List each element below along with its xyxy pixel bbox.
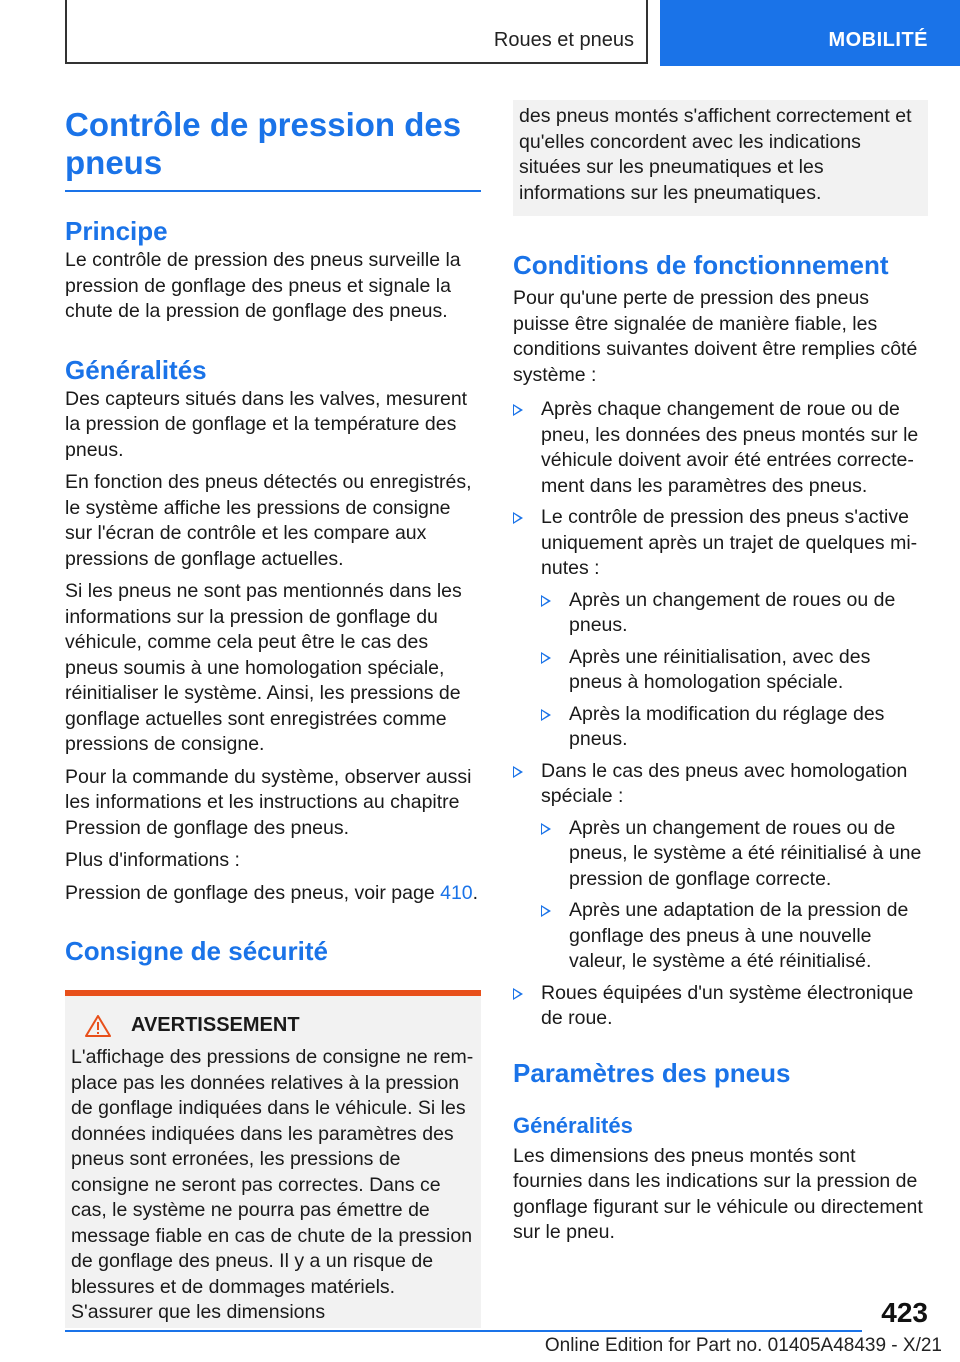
list-item-text: Après la modification du réglage des pneus. [569,702,885,750]
ref-end: . [472,881,479,904]
warning-text: L'affichage des pressions de consigne ne remplace pas les données relatives à la pression de gonflage indiquées dans le véhicule. Si les données indiquées dans les paramètres des pneus sont erronées, les pressions de consigne ne seront pas correctes. Dans ce cas, le système ne pourra pas émettre de message fiable en cas de chute de la pression de gonflage des pneus. Il y a un risque de blessures et de dommages matériels. S'assurer que les dimensions [71,1046,474,1323]
parametres-text: Les dimensions des pneus montés sont fournies dans les indications sur la pression de gonflage figurant sur le véhicule ou directement sur le pneu. [513,1144,923,1243]
generalites-p2: En fonction des pneus détectés ou enregistrés, le système affiche les pressions de consigne sur l'écran de contrôle et les compare aux pressions de gonflage actuelles. [65,471,472,570]
header-frame [65,0,648,64]
heading-generalites: Généralités [65,354,207,385]
list-item [513,505,928,753]
warning-header [71,1014,475,1037]
heading-parametres: Paramètres des pneus [513,1057,791,1088]
list-item-text: Le contrôle de pression des pneus s'active uniquement après un trajet de quelques minutes : [541,506,918,579]
warning-continuation: des pneus montés s'affichent correctement et qu'elles concordent avec les indications situées sur les pneumatiques et les informations sur les pneumatiques. [519,105,912,204]
heading-securite: Consigne de sécurité [65,936,328,966]
warning-icon [85,1015,111,1037]
page-number: 423 [881,1297,928,1328]
list-item [541,588,928,639]
triangle-bullet-icon [541,709,551,721]
list-item [541,702,928,753]
conditions-list [513,397,928,1032]
triangle-bullet-icon [541,652,551,664]
right-column [513,100,928,1246]
sub-list [541,816,928,975]
ref-text: Pression de gonflage des pneus, voir page [65,881,441,904]
subheading-generalites: Généralités [513,1112,633,1138]
cross-reference [65,881,481,907]
triangle-bullet-icon [541,905,551,917]
list-item-text: Dans le cas des pneus avec homologation spéciale : [541,759,908,807]
heading-principe: Principe [65,216,168,246]
triangle-bullet-icon [513,512,523,524]
list-item-text: Roues équipées d'un système électronique de roue. [541,981,914,1029]
footer-divider [65,1330,862,1332]
list-item-text: Après un changement de roues ou de pneus. [569,588,896,636]
warning-title: AVERTISSEMENT [131,1014,300,1036]
triangle-bullet-icon [541,823,551,835]
list-item [541,816,928,893]
page-title: Contrôle de pression des pneus [65,100,481,192]
heading-conditions: Conditions de fonctionnement [513,250,889,280]
chapter-title: MOBILITÉ [828,29,928,51]
section-title: Roues et pneus [493,29,634,51]
generalites-p3: Si les pneus ne sont pas mentionnés dans les informations sur la pression de gonflage du véhicule, comme cela peut être le cas des pneus soumis à une homologation spéciale, réinitialiser le système. Ainsi, les pressions de gonflage actuelles sont enregistrées comme pressions de consigne. [65,580,462,755]
triangle-bullet-icon [513,404,523,416]
list-item [513,397,928,499]
generalites-p4: Pour la commande du système, observer aussi les informations et les instructions au chapitre Pression de gonflage des pneus. [65,765,472,839]
generalites-p5: Plus d'informations : [65,849,240,871]
warning-box [65,996,481,1328]
triangle-bullet-icon [541,595,551,607]
list-item [513,981,928,1032]
left-column [65,100,481,1328]
list-item-text: Après une adaptation de la pression de gonflage des pneus à une nouvelle valeur, le système a été réinitialisé. [569,899,909,972]
conditions-intro: Pour qu'une perte de pression des pneus puisse être signalée de manière fiable, les conditions suivantes doivent être remplies côté système : [513,287,918,386]
list-item [541,898,928,975]
edition-note: Online Edition for Part no. 01405A48439 - X/21 [544,1335,942,1356]
triangle-bullet-icon [513,766,523,778]
principe-text: Le contrôle de pression des pneus surveille la pression de gonflage des pneus et signale la chute de la pression de gonflage des pneus. [65,249,461,322]
page-link[interactable]: 410 [440,881,473,904]
warning-continuation-box [513,100,928,216]
sub-list [541,588,928,753]
list-item [541,645,928,696]
triangle-bullet-icon [513,988,523,1000]
list-item-text: Après un changement de roues ou de pneus, le système a été réinitialisé à une pression de gonflage correcte. [569,816,922,890]
chapter-tab[interactable] [660,0,960,66]
list-item-text: Après une réinitialisation, avec des pneus à homologation spéciale. [569,645,871,693]
generalites-p1: Des capteurs situés dans les valves, mesurent la pression de gonflage et la température des pneus. [65,387,468,461]
list-item [513,759,928,975]
list-item-text: Après chaque changement de roue ou de pneu, les données des pneus montés sur le véhicule doivent avoir été entrées correctement dans les paramètres des pneus. [541,398,919,497]
